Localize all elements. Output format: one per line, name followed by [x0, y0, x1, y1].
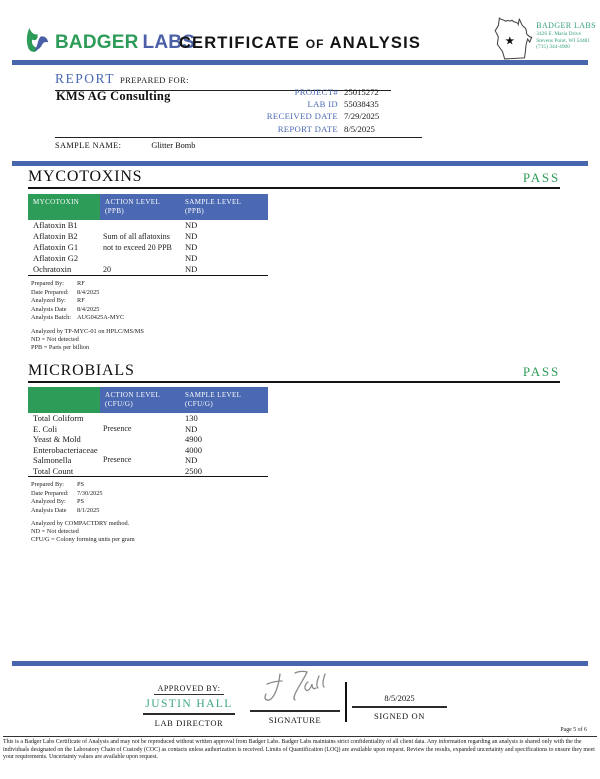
approved-by-block [143, 678, 235, 728]
meta-row [31, 280, 144, 289]
meta-value: RF [77, 297, 85, 305]
mycotoxins-table-header [28, 194, 268, 220]
analyte-name: Enterobacteriaceae [33, 444, 98, 455]
meta-value: AUG0425A-MYC [77, 314, 125, 322]
action-level-value [100, 413, 180, 424]
cfu-definition-note: CFU/G = Colony forming units per gram [31, 535, 135, 543]
mycotoxins-notes [31, 328, 144, 351]
action-level-value: Presence [103, 455, 132, 464]
table-row [28, 445, 268, 456]
action-level-header-line1: ACTION LEVEL [105, 198, 161, 206]
analyte-name: Yeast & Mold [33, 434, 81, 444]
action-level-header-line1: ACTION LEVEL [105, 391, 161, 399]
microbials-notes [31, 520, 135, 543]
meta-value: 7/30/2025 [77, 489, 103, 497]
prepared-for-label: PREPARED FOR: [119, 75, 189, 85]
wisconsin-state-icon [492, 15, 534, 66]
table-row [28, 253, 268, 264]
table-row [28, 424, 268, 435]
meta-label: Date Prepared: [31, 489, 69, 497]
meta-label: Prepared By: [31, 280, 65, 287]
meta-row [31, 481, 135, 490]
lab-address-block [536, 15, 596, 51]
sample-level-value: 130 [185, 413, 198, 423]
analyte-name: Aflatoxin B1 [33, 220, 78, 230]
meta-label: Date Prepared: [31, 288, 69, 296]
report-date-label: REPORT DATE [277, 123, 338, 134]
microbial-column-header [28, 387, 100, 413]
lab-address-line1: 3426 E. Maria Drive [536, 31, 581, 37]
sample-level-header-line1: SAMPLE LEVEL [185, 391, 242, 399]
analyte-name: Total Coliform [33, 413, 84, 423]
meta-value: PS [77, 481, 85, 488]
action-level-value [100, 466, 180, 477]
analyte-name: Aflatoxin G1 [33, 242, 79, 252]
method-note: Analyzed by COMPACTDRY method. [31, 520, 130, 528]
signature-label: SIGNATURE [268, 715, 322, 725]
sample-level-column-header [180, 194, 268, 220]
project-number-label: PROJECT# [294, 87, 338, 97]
analyte-name: Total Count [33, 465, 74, 476]
analyte-name: Salmonella [33, 455, 72, 465]
meta-label: Analysis Date [31, 305, 67, 313]
microbials-table-body [28, 413, 268, 477]
divider-bar-signature [12, 661, 588, 666]
microbials-status-badge: PASS [522, 364, 560, 379]
sample-level-value: 4900 [185, 434, 202, 444]
approved-by-label: APPROVED BY: [154, 684, 225, 695]
mycotoxins-table [28, 194, 268, 276]
sample-level-value: ND [185, 220, 198, 230]
signed-on-label: SIGNED ON [374, 711, 425, 721]
document-title [150, 34, 450, 53]
nd-definition-note: ND = Not detected [31, 528, 79, 536]
svg-text:★: ★ [504, 35, 516, 48]
action-level-column-header [100, 387, 180, 413]
meta-row [31, 498, 135, 507]
analyte-name: Aflatoxin G2 [33, 253, 79, 263]
meta-row [31, 490, 135, 499]
lab-address-badge [492, 15, 596, 66]
meta-row [31, 289, 144, 298]
divider-bar-mycotoxins [12, 161, 588, 166]
sample-level-value: ND [185, 423, 198, 434]
sample-level-header-line2: (CFU/G) [185, 400, 214, 408]
approver-title: LAB DIRECTOR [154, 718, 224, 728]
meta-label: Analysis Date [31, 506, 67, 514]
meta-row [31, 297, 144, 306]
signed-on-block [352, 667, 447, 721]
sample-name-row [55, 137, 422, 150]
meta-label: Analysis Batch: [31, 314, 72, 322]
lab-name: BADGER LABS [536, 21, 596, 30]
handwritten-signature [250, 667, 340, 712]
microbials-table [28, 387, 268, 477]
sample-name-value: Glitter Bomb [151, 141, 196, 150]
microbials-title: MICROBIALS [28, 362, 135, 379]
meta-value: 8/1/2025 [77, 506, 100, 514]
sample-level-value: 4000 [185, 444, 202, 455]
signature-block [250, 667, 340, 725]
meta-row [31, 507, 135, 516]
received-date-value: 7/29/2025 [344, 111, 380, 122]
meta-value: RF [77, 280, 85, 287]
nd-definition-note: ND = Not detected [31, 335, 79, 343]
analyte-name: Ochratoxin [33, 264, 72, 274]
mycotoxins-meta [31, 280, 144, 351]
signed-on-date: 8/5/2025 [352, 667, 447, 708]
action-level-value [100, 445, 180, 456]
microbials-section-header [28, 362, 560, 383]
meta-value: 8/4/2025 [77, 305, 100, 313]
logo-word-labs: LABS [142, 32, 196, 53]
meta-row [31, 306, 144, 315]
mycotoxins-title: MYCOTOXINS [28, 168, 143, 185]
microbials-meta [31, 481, 135, 544]
report-date-value: 8/5/2025 [344, 123, 375, 134]
action-level-value [100, 253, 180, 264]
microbials-table-header [28, 387, 268, 413]
meta-label: Analyzed By: [31, 498, 66, 506]
action-level-value [100, 434, 180, 445]
report-fields [190, 87, 422, 136]
ppb-definition-note: PPB = Parts per billion [31, 343, 90, 351]
signature-divider [345, 682, 347, 722]
action-level-column-header [100, 194, 180, 220]
sample-level-value: ND [185, 242, 198, 252]
sample-name-label: SAMPLE NAME: [55, 141, 122, 150]
meta-label: Analyzed By: [31, 297, 66, 305]
badger-leaf-icon [24, 26, 51, 60]
page-number: Page 5 of 6 [560, 727, 587, 733]
disclaimer-text: This is a Badger Labs Certificate of Analysis and may not be reproduced without written approval from Badger Labs. Badger Labs maintains strict confidentiality of all client data. Any information regarding an analysis is shared only with the the individuals designated on the Laboratory Chain of Custody (COC) as contacts unless authorization is received. Limits of Quantification (LOQ) are available upon request. Review the results, expanded uncertainty and specifications to ensure they meet your requirements. Uncertainty values are available upon request. [3, 739, 595, 761]
field-row-received-date [190, 111, 422, 123]
action-level-value: Sum of all aflatoxins [103, 232, 170, 241]
sample-level-value: ND [185, 253, 198, 263]
table-row [28, 466, 268, 477]
action-level-value: not to exceed 20 PPB [103, 243, 172, 252]
method-note: Analyzed by TP-MYC-01 on HPLC/MS/MS [31, 327, 144, 335]
analyte-name: E. Coli [33, 423, 58, 434]
project-number-value: 25015272 [344, 87, 379, 97]
action-level-value: 20 [103, 265, 111, 274]
action-level-header-line2: (CFU/G) [105, 400, 134, 408]
meta-value: PS [77, 498, 85, 506]
table-row [28, 455, 268, 466]
table-row [28, 413, 268, 424]
lab-id-label: LAB ID [307, 99, 338, 110]
meta-label: Prepared By: [31, 481, 65, 488]
table-row [28, 434, 268, 445]
report-label: REPORT [55, 71, 115, 86]
logo-word-badger: BADGER [55, 32, 139, 53]
approver-name: JUSTIN HALL [143, 696, 235, 715]
sample-level-value: ND [185, 231, 198, 241]
footer-rule [3, 736, 597, 737]
action-level-value: Presence [103, 423, 132, 433]
received-date-label: RECEIVED DATE [266, 111, 338, 122]
lab-address-line2: Stevens Point, WI 54481 [536, 37, 591, 44]
sample-level-value: 2500 [185, 465, 202, 476]
action-level-value [100, 220, 180, 231]
mycotoxins-status-badge: PASS [522, 170, 560, 185]
title-of: OF [305, 37, 325, 51]
table-row [28, 231, 268, 242]
meta-row [31, 314, 144, 323]
field-row-lab-id [190, 99, 422, 111]
action-level-header-line2: (PPB) [105, 207, 125, 215]
mycotoxins-table-body [28, 220, 268, 276]
field-row-report-date [190, 124, 422, 136]
table-row [28, 242, 268, 253]
table-row [28, 220, 268, 231]
field-row-project [190, 87, 422, 99]
sample-level-column-header [180, 387, 268, 413]
title-certificate: CERTIFICATE [178, 34, 300, 52]
divider-bar-top [12, 60, 588, 65]
sample-level-value: ND [185, 264, 198, 274]
title-analysis: ANALYSIS [329, 34, 422, 52]
table-row [28, 264, 268, 275]
mycotoxins-section-header [28, 168, 560, 189]
meta-value: 8/4/2025 [77, 288, 100, 296]
analyte-name: Aflatoxin B2 [33, 231, 78, 241]
lab-phone: (715) 344-4900 [536, 44, 570, 51]
lab-id-value: 55038435 [344, 99, 379, 110]
sample-level-header-line2: (PPB) [185, 207, 205, 215]
sample-level-header-line1: SAMPLE LEVEL [185, 198, 242, 206]
mycotoxin-column-header: MYCOTOXIN [28, 194, 100, 220]
sample-level-value: ND [185, 455, 198, 465]
client-name: KMS AG Consulting [56, 89, 171, 103]
